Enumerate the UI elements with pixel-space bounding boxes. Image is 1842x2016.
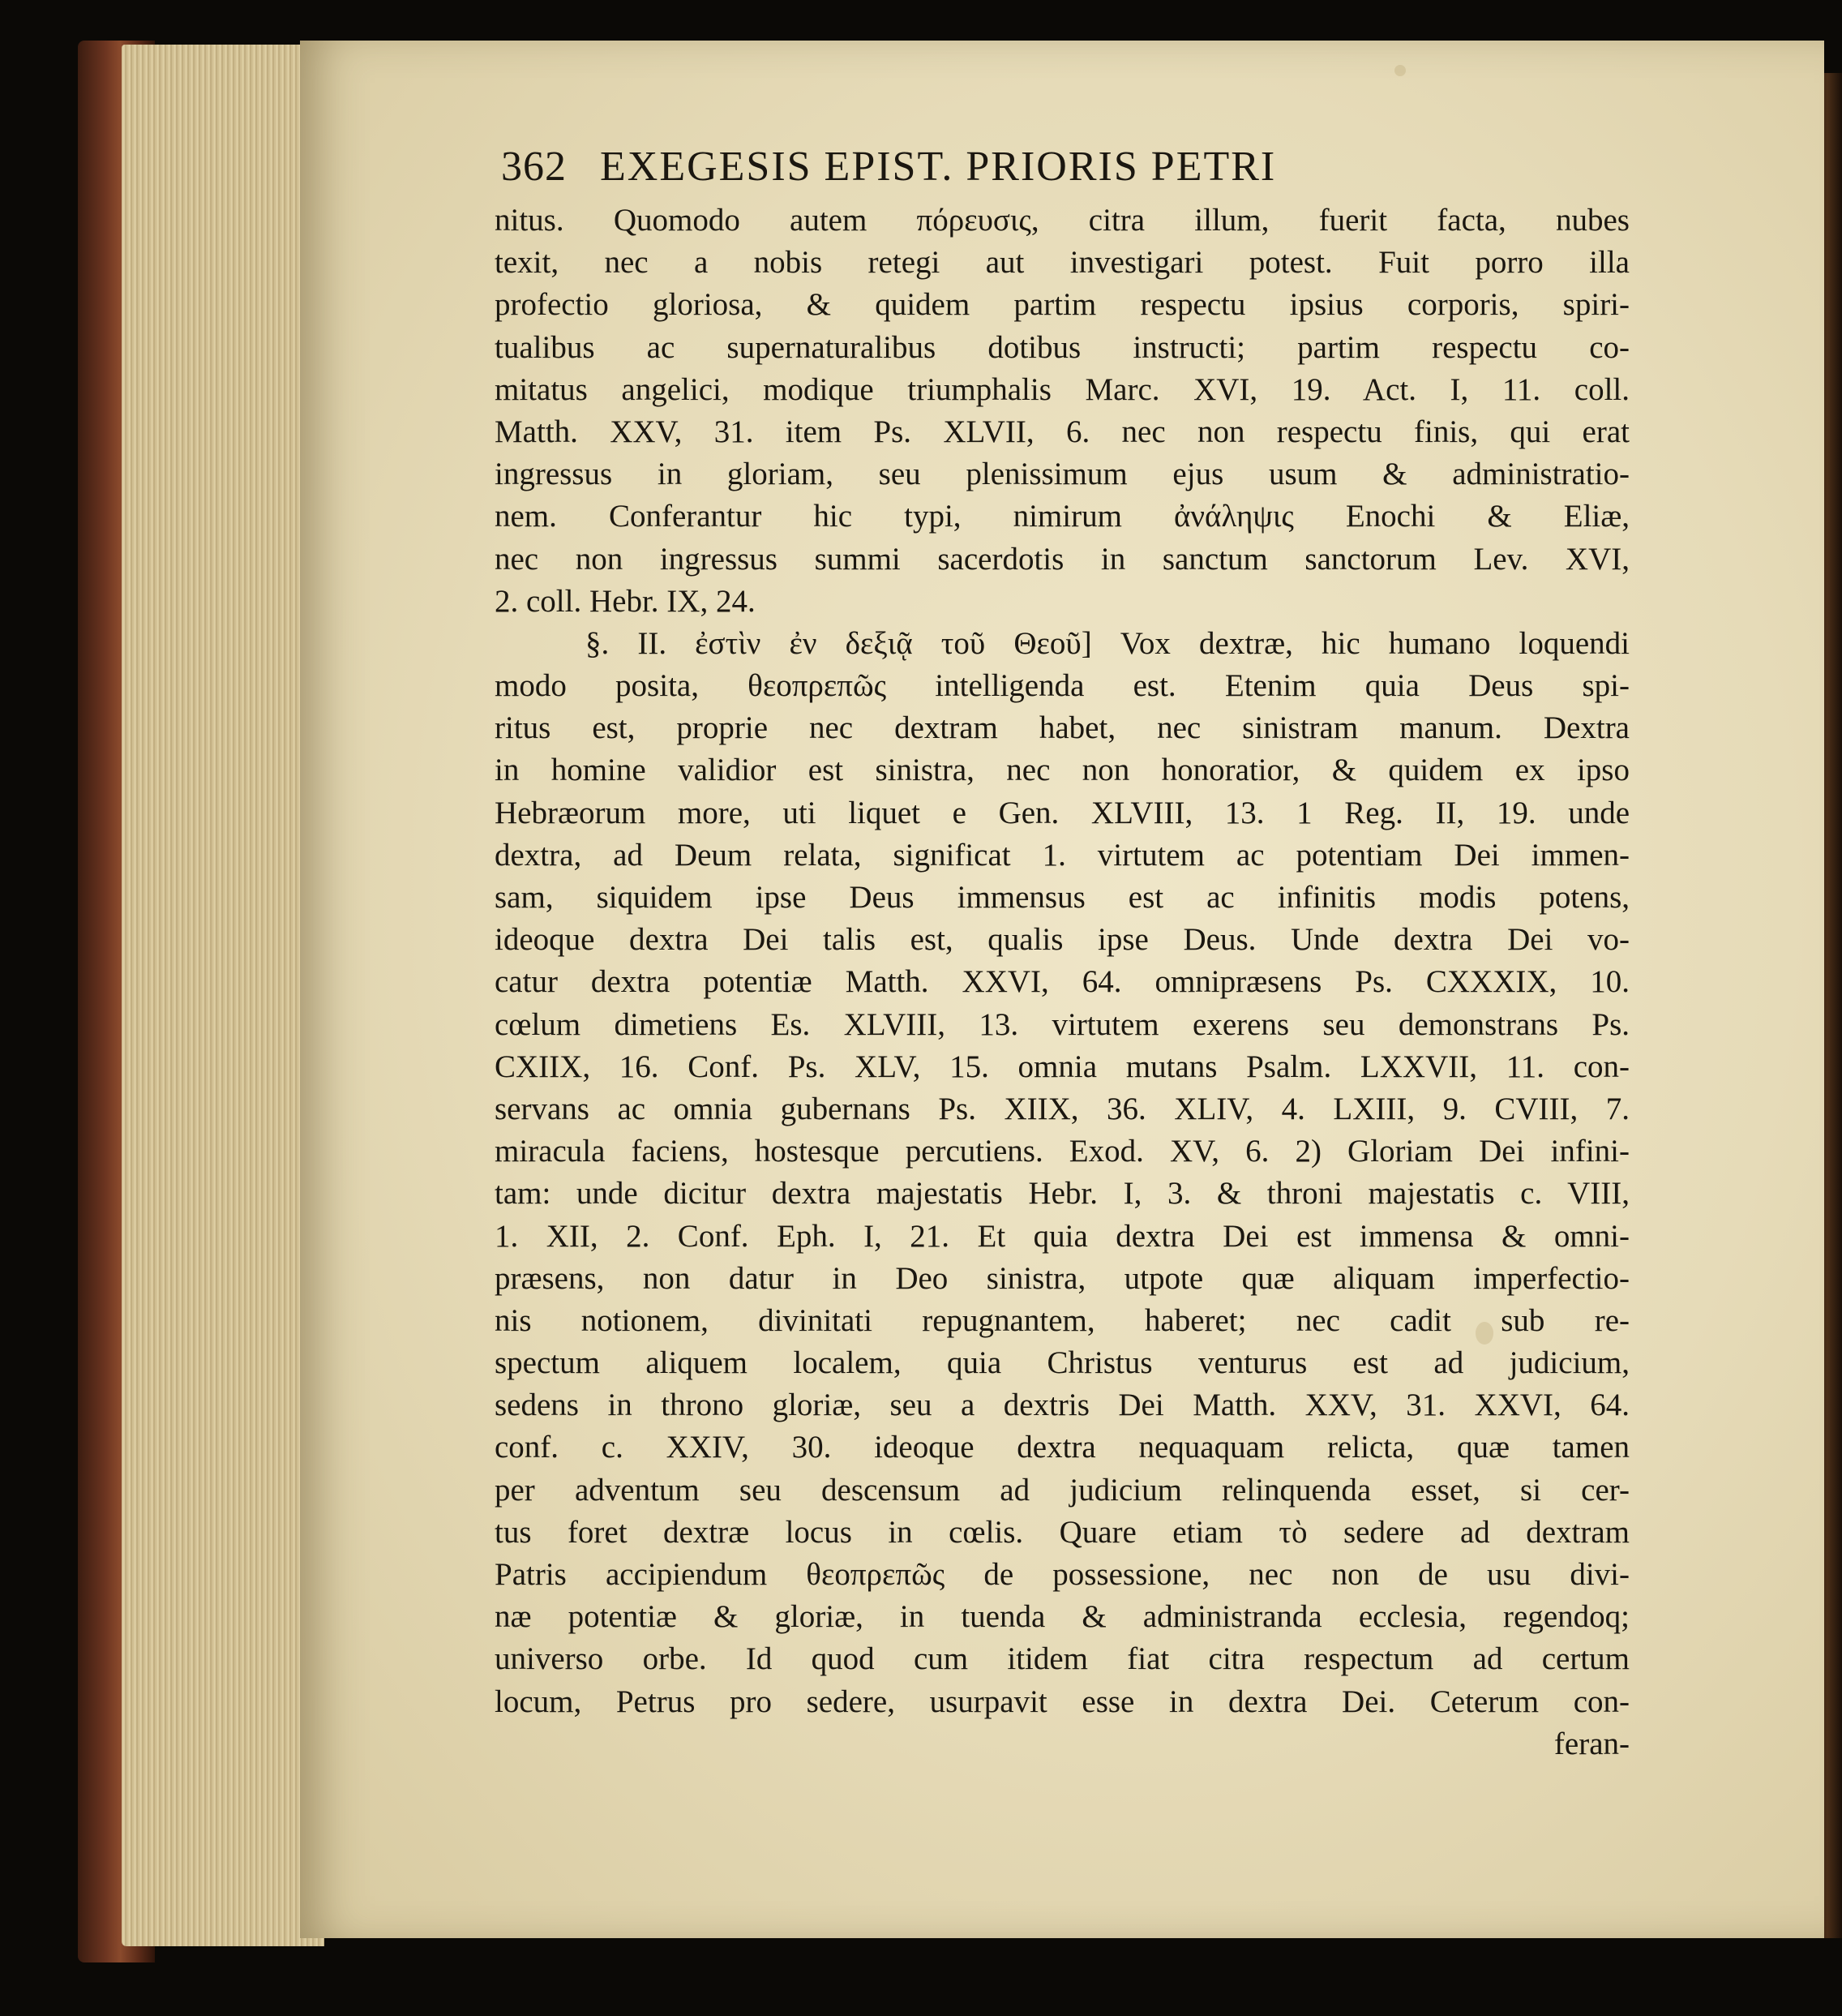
text-line: texit, nec a nobis retegi aut investigari potest. Fuit porro illa bbox=[495, 245, 1630, 281]
text-line: dextra, ad Deum relata, significat 1. virtutem ac potentiam Dei immen- bbox=[495, 837, 1630, 873]
text-line: conf. c. XXIV, 30. ideoque dextra nequaquam relicta, quæ tamen bbox=[495, 1430, 1630, 1465]
text-line: servans ac omnia gubernans Ps. XIIX, 36. XLIV, 4. LXIII, 9. CVIII, 7. bbox=[495, 1091, 1630, 1126]
text-line: sam, siquidem ipse Deus immensus est ac infinitis modis potens, bbox=[495, 880, 1630, 915]
section-heading-line: §. II. ἐστὶν ἐν δεξιᾷ τοῦ Θεοῦ] Vox dextræ, hic humano loquendi bbox=[585, 625, 1630, 661]
text-line: modo posita, θεοπρεπῶς intelligenda est. Etenim quia Deus spi- bbox=[495, 668, 1630, 704]
text-line: Matth. XXV, 31. item Ps. XLVII, 6. nec non respectu finis, qui erat bbox=[495, 414, 1630, 449]
text-line: ritus est, proprie nec dextram habet, nec sinistram manum. Dextra bbox=[495, 710, 1630, 746]
text-line: mitatus angelici, modique triumphalis Marc. XVI, 19. Act. I, 11. coll. bbox=[495, 371, 1630, 407]
text-line: catur dextra potentiæ Matth. XXVI, 64. omnipræsens Ps. CXXXIX, 10. bbox=[495, 964, 1630, 1000]
ink-spot bbox=[1394, 65, 1406, 76]
text-line: in homine validior est sinistra, nec non honoratior, & quidem ex ipso bbox=[495, 753, 1630, 788]
catchword: feran- bbox=[1553, 1726, 1630, 1761]
text-line: 1. XII, 2. Conf. Eph. I, 21. Et quia dextra Dei est immensa & omni- bbox=[495, 1218, 1630, 1254]
text-line: nis notionem, divinitati repugnantem, haberet; nec cadit sub re- bbox=[495, 1302, 1630, 1338]
text-line: profectio gloriosa, & quidem partim respectu ipsius corporis, spiri- bbox=[495, 287, 1630, 323]
text-line: Patris accipiendum θεοπρεπῶς de possessione, nec non de usu divi- bbox=[495, 1557, 1630, 1592]
text-line: tam: unde dicitur dextra majestatis Hebr. I, 3. & throni majestatis c. VIII, bbox=[495, 1176, 1630, 1212]
text-line: per adventum seu descensum ad judicium relinquenda esset, si cer- bbox=[495, 1472, 1630, 1508]
text-line: locum, Petrus pro sedere, usurpavit esse in dextra Dei. Ceterum con- bbox=[495, 1684, 1630, 1719]
text-line: spectum aliquem localem, quia Christus venturus est ad judicium, bbox=[495, 1345, 1630, 1381]
text-line: Hebræorum more, uti liquet e Gen. XLVIII, 13. 1 Reg. II, 19. unde bbox=[495, 795, 1630, 830]
text-line: næ potentiæ & gloriæ, in tuenda & administranda ecclesia, regendoq; bbox=[495, 1599, 1630, 1635]
text-line: tualibus ac supernaturalibus dotibus instructi; partim respectu co- bbox=[495, 329, 1630, 365]
text-line: tus foret dextræ locus in cœlis. Quare etiam τὸ sedere ad dextram bbox=[495, 1514, 1630, 1550]
text-line: præsens, non datur in Deo sinistra, utpote quæ aliquam imperfectio- bbox=[495, 1260, 1630, 1296]
text-line: 2. coll. Hebr. IX, 24. bbox=[495, 583, 756, 619]
text-line: sedens in throno gloriæ, seu a dextris Dei Matth. XXV, 31. XXVI, 64. bbox=[495, 1388, 1630, 1423]
text-line: cœlum dimetiens Es. XLVIII, 13. virtutem exerens seu demonstrans Ps. bbox=[495, 1006, 1630, 1042]
running-title: EXEGESIS EPIST. PRIORIS PETRI bbox=[600, 144, 1277, 190]
page-edges bbox=[122, 45, 324, 1946]
text-line: miracula faciens, hostesque percutiens. Exod. XV, 6. 2) Gloriam Dei infini- bbox=[495, 1134, 1630, 1169]
running-head bbox=[495, 128, 1630, 199]
text-block bbox=[495, 128, 1630, 1765]
text-line: nem. Conferantur hic typi, nimirum ἀνάληψις Enochi & Eliæ, bbox=[495, 499, 1630, 534]
text-line: nitus. Quomodo autem πόρευσις, citra illum, fuerit facta, nubes bbox=[495, 203, 1630, 238]
page-number: 362 bbox=[501, 144, 567, 190]
text-line: CXIIX, 16. Conf. Ps. XLV, 15. omnia mutans Psalm. LXXVII, 11. con- bbox=[495, 1049, 1630, 1084]
text-line: ingressus in gloriam, seu plenissimum ejus usum & administratio- bbox=[495, 457, 1630, 492]
text-line: ideoque dextra Dei talis est, qualis ipse Deus. Unde dextra Dei vo- bbox=[495, 922, 1630, 958]
text-line: universo orbe. Id quod cum itidem fiat citra respectum ad certum bbox=[495, 1641, 1630, 1677]
text-line: nec non ingressus summi sacerdotis in sanctum sanctorum Lev. XVI, bbox=[495, 541, 1630, 577]
